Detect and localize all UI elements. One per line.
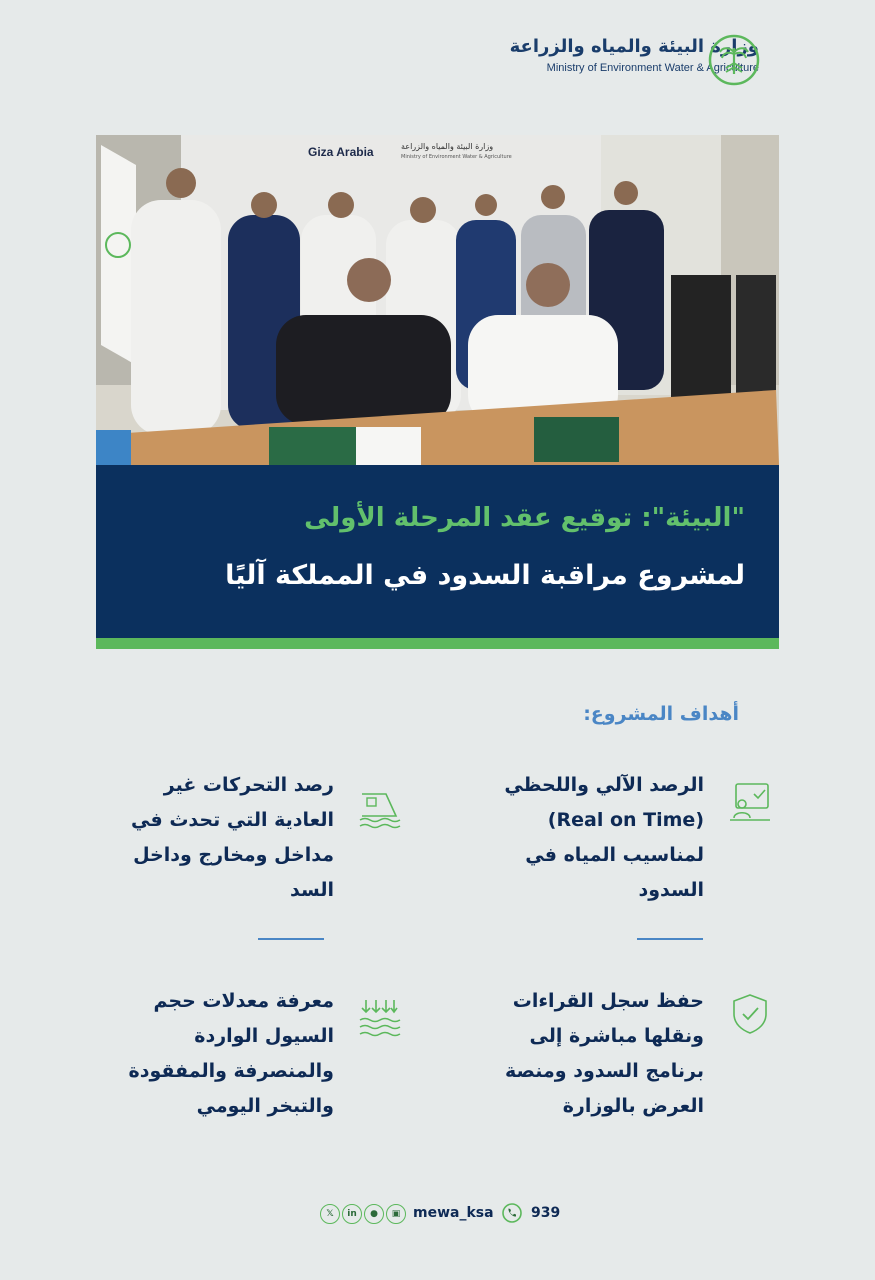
headline-panel <box>96 465 779 638</box>
divider-right <box>637 938 703 940</box>
palm-emblem-icon <box>708 34 760 86</box>
shield-check-icon <box>728 992 772 1036</box>
social-handle[interactable]: mewa_ksa <box>413 1205 494 1221</box>
goal-3-line-2: ونقلها مباشرة إلى <box>529 1025 704 1047</box>
giza-arabia-brand: Giza Arabia <box>308 145 374 159</box>
goal-1-line-1: الرصد الآلي واللحظي <box>504 774 704 796</box>
goal-item-4 <box>129 984 335 1124</box>
ministry-name-en: Ministry of Environment Water & Agriculture <box>546 62 759 74</box>
linkedin-icon[interactable]: in <box>342 1204 362 1224</box>
goal-3-line-3: برنامج السدود ومنصة <box>505 1060 704 1082</box>
signing-ceremony-photo <box>96 135 779 465</box>
goal-item-3 <box>505 984 704 1124</box>
goal-2-line-3: مداخل ومخارج وداخل <box>133 844 334 866</box>
goal-1-line-3: لمناسيب المياه في <box>525 844 704 866</box>
goal-4-line-1: معرفة معدلات حجم <box>153 990 334 1012</box>
goal-4-line-4: والتبخر اليومي <box>196 1095 334 1117</box>
phone-icon[interactable] <box>502 1203 522 1223</box>
instagram-icon[interactable]: ▣ <box>386 1204 406 1224</box>
headline-line-1: "البيئة": توقيع عقد المرحلة الأولى <box>304 503 745 533</box>
goal-4-line-3: والمنصرفة والمفقودة <box>128 1060 334 1082</box>
snapchat-icon[interactable]: ● <box>364 1204 384 1224</box>
goal-1-line-4: السدود <box>638 879 704 901</box>
headline-line-2: لمشروع مراقبة السدود في المملكة آليًا <box>225 560 745 591</box>
ministry-name-ar: وزارة البيئة والمياه والزراعة <box>509 36 759 57</box>
water-flow-icon <box>358 996 402 1040</box>
goal-3-line-1: حفظ سجل القراءات <box>512 990 704 1012</box>
goal-4-line-2: السيول الواردة <box>194 1025 334 1047</box>
goal-2-line-1: رصد التحركات غير <box>163 774 334 796</box>
banner-ministry-en: Ministry of Environment Water & Agriculture <box>401 154 512 160</box>
dam-water-icon <box>358 788 402 832</box>
goal-item-2 <box>131 768 334 908</box>
phone-number[interactable]: 939 <box>531 1205 561 1221</box>
banner-ministry-ar: وزارة البيئة والمياه والزراعة <box>401 142 494 151</box>
goals-title: أهداف المشروع: <box>583 703 739 725</box>
divider-left <box>258 938 324 940</box>
x-twitter-icon[interactable]: 𝕏 <box>320 1204 340 1224</box>
monitor-person-icon <box>728 780 772 824</box>
goal-2-line-4: السد <box>290 879 334 901</box>
goal-item-1 <box>504 768 704 908</box>
goal-1-line-2: (Real on Time) <box>547 809 704 831</box>
goal-2-line-2: العادية التي تحدث في <box>131 809 334 831</box>
goal-3-line-4: العرض بالوزارة <box>562 1095 704 1117</box>
accent-bar <box>96 638 779 649</box>
